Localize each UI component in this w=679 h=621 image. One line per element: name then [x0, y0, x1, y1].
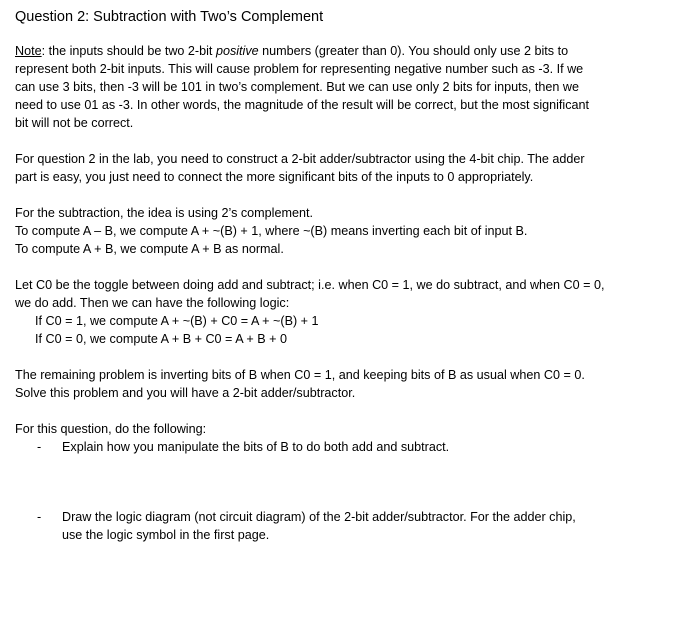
logic-line-1: If C0 = 1, we compute A + ~(B) + C0 = A + ~(B) + 1	[35, 314, 319, 328]
lab-paragraph	[15, 150, 665, 186]
question-title: Question 2: Subtraction with Two’s Complement	[15, 9, 324, 25]
remaining-line-2: Solve this problem and you will have a 2-bit adder/subtractor.	[15, 386, 356, 400]
logic-line-2: If C0 = 0, we compute A + B + C0 = A + B + 0	[35, 332, 288, 346]
dash-bullet: -	[37, 510, 42, 524]
subtraction-line-1: For the subtraction, the idea is using 2’s complement.	[15, 206, 313, 220]
task-item-2	[15, 508, 665, 544]
note-line-4: need to use 01 as -3. In other words, the magnitude of the result will be correct, but the most significant	[15, 98, 590, 112]
task-item-1-text: Explain how you manipulate the bits of B to do both add and subtract.	[62, 440, 450, 454]
note-line-5: bit will not be correct.	[15, 116, 134, 130]
toggle-line-2: we do add. Then we can have the following logic:	[15, 296, 290, 310]
lab-line-1: For question 2 in the lab, you need to construct a 2-bit adder/subtractor using the 4-bit chip. The adder	[15, 152, 585, 166]
subtraction-paragraph	[15, 204, 665, 258]
subtraction-line-2: To compute A – B, we compute A + ~(B) + 1, where ~(B) means inverting each bit of input B.	[15, 224, 528, 238]
task-item-1	[15, 438, 665, 456]
note-line-2: represent both 2-bit inputs. This will cause problem for representing negative number such as -3. If we	[15, 62, 584, 76]
dash-bullet: -	[37, 440, 42, 454]
subtraction-line-3: To compute A + B, we compute A + B as normal.	[15, 242, 284, 256]
toggle-paragraph	[15, 276, 665, 348]
document-page	[15, 7, 665, 544]
note-label: Note	[15, 44, 42, 58]
answer-space	[15, 456, 665, 508]
emphasis-positive: positive	[215, 44, 259, 58]
note-line-1: Note: the inputs should be two 2-bit positive numbers (greater than 0). You should only use 2 bits to	[15, 44, 569, 58]
task-item-2-line-1: Draw the logic diagram (not circuit diagram) of the 2-bit adder/subtractor. For the adder chip,	[62, 510, 576, 524]
toggle-line-1: Let C0 be the toggle between doing add and subtract; i.e. when C0 = 1, we do subtract, and when C0 = 0,	[15, 278, 605, 292]
task-item-2-line-2: use the logic symbol in the first page.	[62, 528, 270, 542]
remaining-line-1: The remaining problem is inverting bits of B when C0 = 1, and keeping bits of B as usual when C0 = 0.	[15, 368, 585, 382]
remaining-paragraph	[15, 366, 665, 402]
tasks-section	[15, 420, 665, 544]
note-line-3: can use 3 bits, then -3 will be 101 in two’s complement. But we can use only 2 bits for inputs, then we	[15, 80, 579, 94]
note-paragraph	[15, 42, 665, 132]
lab-line-2: part is easy, you just need to connect the more significant bits of the inputs to 0 appropriately.	[15, 170, 534, 184]
tasks-intro: For this question, do the following:	[15, 422, 207, 436]
